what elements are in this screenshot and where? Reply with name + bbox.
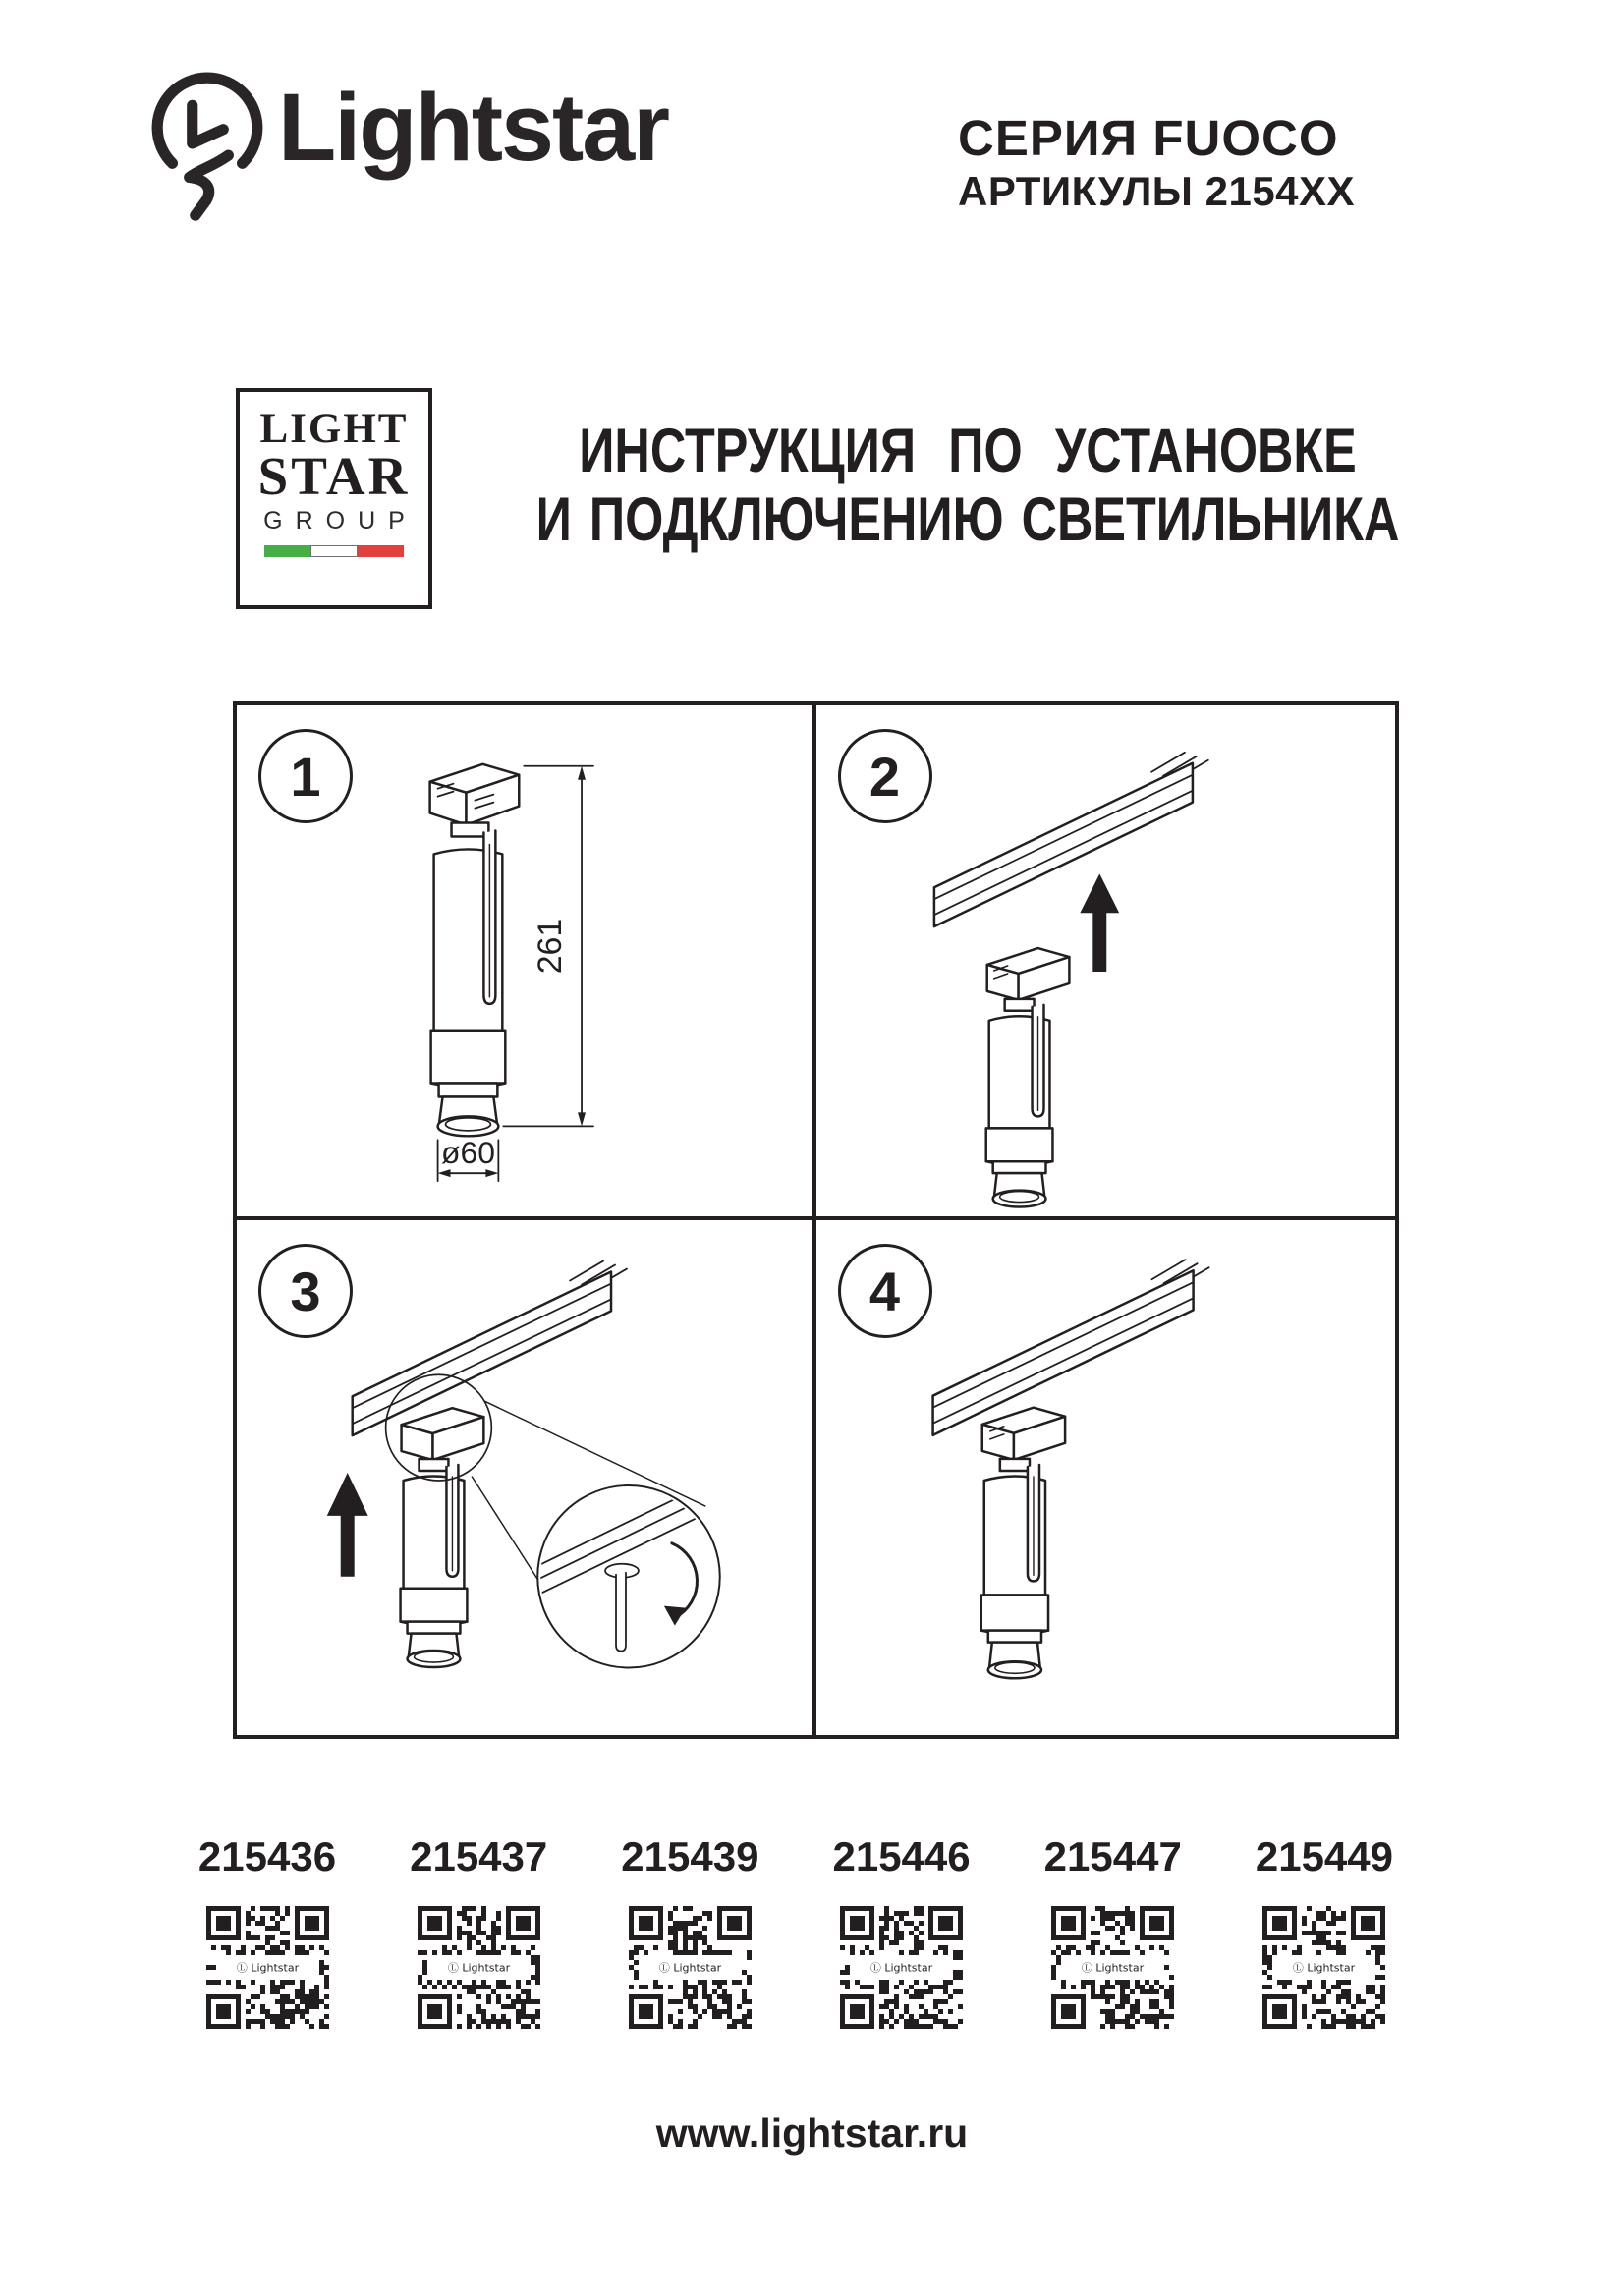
page-title-line1: ИНСТРУКЦИЯ ПО УСТАНОВКЕ — [579, 417, 1357, 485]
italy-flag — [264, 545, 404, 557]
article-number: 215447 — [1043, 1833, 1182, 1879]
series-block — [958, 110, 1439, 216]
series-title: СЕРИЯ FUOCO — [958, 110, 1339, 166]
svg-text:Ⓛ Lightstar: Ⓛ Lightstar — [1293, 1961, 1356, 1975]
qr-item — [1030, 1833, 1197, 2029]
step-4-panel — [816, 1220, 1396, 1735]
article-number: 215449 — [1255, 1833, 1394, 1879]
group-logo-star: STAR — [257, 446, 411, 506]
group-logo-group: GROUP — [263, 507, 418, 534]
qr-item — [395, 1833, 562, 2029]
lightstar-bulb-icon — [147, 63, 267, 232]
qr-item — [606, 1833, 773, 2029]
step-3-panel — [237, 1220, 816, 1735]
steps-grid — [233, 701, 1399, 1739]
article-number: 215446 — [832, 1833, 971, 1879]
article-number: 215436 — [197, 1833, 337, 1879]
step-3-number: 3 — [258, 1244, 353, 1338]
qr-code — [1051, 1906, 1174, 2029]
step-4-number: 4 — [838, 1244, 932, 1338]
flag-white — [310, 545, 359, 557]
page-title — [521, 417, 1415, 554]
svg-text:Ⓛ Lightstar: Ⓛ Lightstar — [447, 1961, 510, 1975]
page-title-line2: И ПОДКЛЮЧЕНИЮ СВЕТИЛЬНИКА — [535, 485, 1400, 554]
svg-text:Ⓛ Lightstar: Ⓛ Lightstar — [658, 1961, 722, 1975]
qr-code — [418, 1906, 540, 2029]
step-1-panel — [237, 705, 816, 1220]
qr-item — [1241, 1833, 1408, 2029]
flag-green — [264, 545, 310, 557]
website-url: www.lightstar.ru — [655, 2110, 969, 2156]
qr-code — [1262, 1906, 1385, 2029]
articles-title: АРТИКУЛЫ 2154XX — [958, 168, 1356, 214]
height-dimension-label: 261 — [532, 918, 570, 975]
svg-text:Ⓛ Lightstar: Ⓛ Lightstar — [1082, 1961, 1145, 1975]
article-number: 215437 — [410, 1833, 548, 1879]
lightstar-group-logo — [236, 388, 432, 609]
step-1-number: 1 — [258, 729, 353, 823]
qr-item — [184, 1833, 351, 2029]
qr-section — [184, 1833, 1408, 2029]
svg-text:Ⓛ Lightstar: Ⓛ Lightstar — [236, 1961, 299, 1975]
qr-code — [840, 1906, 963, 2029]
flag-red — [358, 545, 404, 557]
qr-item — [818, 1833, 985, 2029]
brand-wordmark: Lightstar — [278, 74, 668, 181]
step-2-panel — [816, 705, 1396, 1220]
step-2-number: 2 — [838, 729, 932, 823]
qr-code — [629, 1906, 752, 2029]
diameter-dimension-label: ø60 — [441, 1135, 495, 1171]
article-number: 215439 — [621, 1833, 759, 1879]
svg-text:Ⓛ Lightstar: Ⓛ Lightstar — [869, 1961, 933, 1975]
qr-code — [206, 1906, 329, 2029]
group-logo-light: LIGHT — [259, 406, 409, 452]
